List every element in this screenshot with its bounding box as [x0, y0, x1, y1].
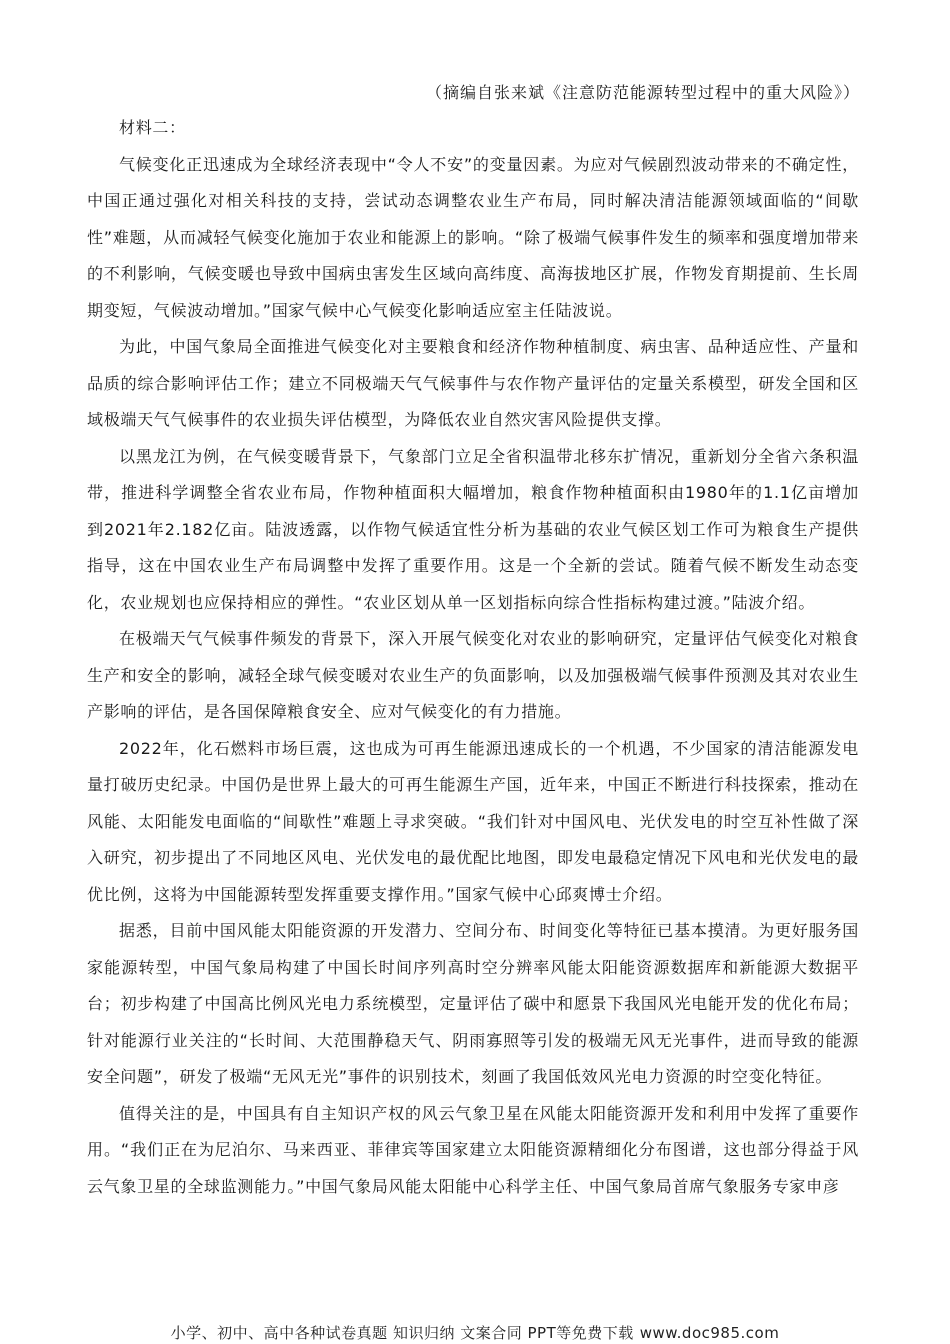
- source-citation: （摘编自张来斌《注意防范能源转型过程中的重大风险》）: [425, 83, 860, 102]
- paragraph-1: 气候变化正迅速成为全球经济表现中“令人不安”的变量因素。为应对气候剧烈波动带来的不确定性，中国正通过强化对相关科技的支持，尝试动态调整农业生产布局，同时解决清洁能源领域面临的“间歇性”难题，从而减轻气候变化施加于农业和能源上的影响。“除了极端气候事件发生的频率和强度增加带来的不利影响，气候变暖也导致中国病虫害发生区域向高纬度、高海拔地区扩展，作物发育期提前、生长周期变短，气候波动增加。”国家气候中心气候变化影响适应室主任陆波说。: [87, 154, 859, 320]
- paragraph-2: 为此，中国气象局全面推进气候变化对主要粮食和经济作物种植制度、病虫害、品种适应性、产量和品质的综合影响评估工作；建立不同极端天气气候事件与农作物产量评估的定量关系模型，研发全国和区域极端天气气候事件的农业损失评估模型，为降低农业自然灾害风险提供支撑。: [87, 337, 859, 429]
- paragraph-6: 据悉，目前中国风能太阳能资源的开发潜力、空间分布、时间变化等特征已基本摸清。为更好服务国家能源转型，中国气象局构建了中国长时间序列高时空分辨率风能太阳能资源数据库和新能源大数据平台；初步构建了中国高比例风光电力系统模型，定量评估了碳中和愿景下我国风光电能开发的优化布局；针对能源行业关注的“长时间、大范围静稳天气、阴雨寡照等引发的极端无风无光事件，进而导致的能源安全问题”，研发了极端“无风无光”事件的识别技术，刻画了我国低效风光电力资源的时空变化特征。: [87, 921, 859, 1086]
- paragraph-3: 以黑龙江为例，在气候变暖背景下，气象部门立足全省积温带北移东扩情况，重新划分全省六条积温带，推进科学调整全省农业布局，作物种植面积大幅增加，粮食作物种植面积由1980年的1.1亿亩增加到2021年2.182亿亩。陆波透露，以作物气候适宜性分析为基础的农业气候区划工作可为粮食生产提供指导，这在中国农业生产布局调整中发挥了重要作用。这是一个全新的尝试。随着气候不断发生动态变化，农业规划也应保持相应的弹性。“农业区划从单一区划指标向综合性指标构建过渡。”陆波介绍。: [87, 446, 859, 612]
- article-body: [87, 110, 859, 1205]
- footer-text: 小学、初中、高中各种试卷真题 知识归纳 文案合同 PPT等免费下载: [170, 1324, 634, 1342]
- footer-site-link[interactable]: www.doc985.com: [639, 1324, 780, 1342]
- material-heading: 材料二：: [119, 118, 186, 137]
- paragraph-5: 2022年，化石燃料市场巨震，这也成为可再生能源迅速成长的一个机遇，不少国家的清洁能源发电量打破历史纪录。中国仍是世界上最大的可再生能源生产国，近年来，中国正不断进行科技探索，推动在风能、太阳能发电面临的“间歇性”难题上寻求突破。“我们针对中国风电、光伏发电的时空互补性做了深入研究，初步提出了不同地区风电、光伏发电的最优配比地图，即发电最稳定情况下风电和光伏发电的最优比例，这将为中国能源转型发挥重要支撑作用。”国家气候中心邱爽博士介绍。: [87, 738, 859, 904]
- paragraph-4: 在极端天气气候事件频发的背景下，深入开展气候变化对农业的影响研究，定量评估气候变化对粮食生产和安全的影响，减轻全球气候变暖对农业生产的负面影响，以及加强极端气候事件预测及其对农业生产影响的评估，是各国保障粮食安全、应对气候变化的有力措施。: [87, 629, 859, 721]
- paragraph-7: 值得关注的是，中国具有自主知识产权的风云气象卫星在风能太阳能资源开发和利用中发挥了重要作用。“我们正在为尼泊尔、马来西亚、菲律宾等国家建立太阳能资源精细化分布图谱，这也部分得益于风云气象卫星的全球监测能力。”中国气象局风能太阳能中心科学主任、中国气象局首席气象服务专家申彦: [87, 1103, 859, 1196]
- page-footer: [0, 1322, 950, 1343]
